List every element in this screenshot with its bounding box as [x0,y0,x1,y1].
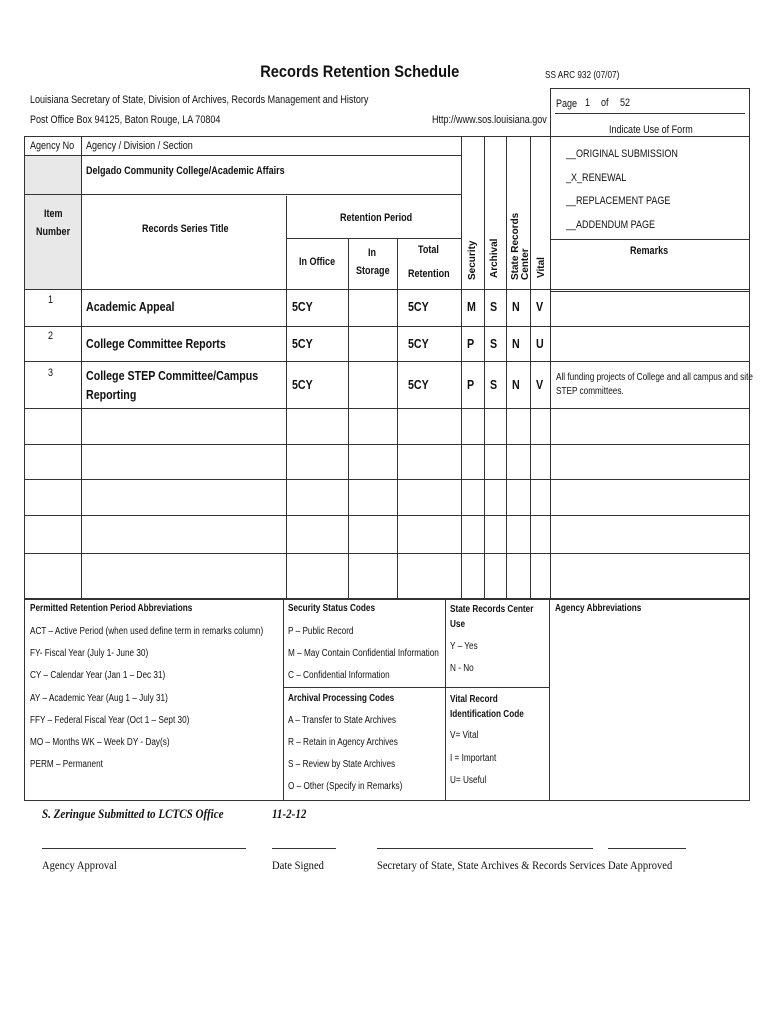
total-header-2: Retention [408,268,450,280]
state-records-header-2: Center [520,248,531,280]
retention-period-header: Retention Period [340,212,413,224]
archival-code-item: O – Other (Specify in Remarks) [288,781,403,792]
retention-abbrev-item: FFY – Federal Fiscal Year (Oct 1 – Sept 30) [30,715,190,726]
row-total: 5CY [408,299,429,314]
archival-code-item: R – Retain in Agency Archives [288,737,398,748]
page-label: Page [556,98,578,110]
form-use-title: Indicate Use of Form [609,124,693,136]
src-use-title-1: State Records Center [450,604,534,615]
agency-no-label: Agency No [30,140,75,152]
security-code-item: C – Confidential Information [288,670,390,681]
src-use-title-2: Use [450,619,466,630]
option-replacement[interactable]: __REPLACEMENT PAGE [566,195,671,207]
retention-abbrev-item: PERM – Permanent [30,759,103,770]
row-src: N [512,299,520,314]
row-item-number: 2 [48,330,54,342]
row-vital: V [536,377,544,392]
archival-header: Archival [489,238,500,278]
row-in-office: 5CY [292,336,313,351]
state-records-header-1: State Records [510,212,521,280]
row-archival: S [490,377,498,392]
vital-code-item: U= Useful [450,775,487,786]
row-src: N [512,336,520,351]
page-of: of [601,97,609,109]
agency-name: Delgado Community College/Academic Affairs [86,165,285,177]
row-archival: S [490,336,498,351]
row-total: 5CY [408,377,429,392]
row-series-title: College Committee Reports [86,336,226,351]
row-src: N [512,377,520,392]
vital-code-title-1: Vital Record [450,694,498,705]
row-remarks-cont: STEP committees. [556,386,624,397]
row-vital: V [536,299,544,314]
retention-abbrev-item: FY- Fiscal Year (July 1- June 30) [30,648,149,659]
row-remarks: All funding projects of College and all campus and site [556,372,753,383]
agency-approval-label: Agency Approval [42,858,117,872]
total-header-1: Total [418,244,439,256]
agency-address-line1: Louisiana Secretary of State, Division of Archives, Records Management and History [30,94,369,106]
remarks-header: Remarks [630,245,669,257]
archival-code-item: S – Review by State Archives [288,759,396,770]
retention-abbrev-item: MO – Months WK – Week DY - Day(s) [30,737,170,748]
vital-code-item: I = Important [450,753,497,764]
date-signed-label: Date Signed [272,858,324,872]
archival-code-item: A – Transfer to State Archives [288,715,397,726]
date-approved-label: Date Approved [608,858,673,872]
form-number: SS ARC 932 (07/07) [545,70,620,81]
row-archival: S [490,299,498,314]
page-total: 52 [620,97,631,109]
vital-code-title-2: Identification Code [450,709,524,720]
row-in-office: 5CY [292,377,313,392]
row-series-title: College STEP Committee/Campus [86,368,259,383]
security-code-item: M – May Contain Confidential Information [288,648,439,659]
row-item-number: 1 [48,294,54,306]
option-original[interactable]: __ORIGINAL SUBMISSION [566,148,678,160]
row-security: M [467,299,476,314]
src-use-item: N - No [450,663,474,674]
series-title-header: Records Series Title [142,223,229,235]
row-total: 5CY [408,336,429,351]
src-use-item: Y – Yes [450,641,478,652]
security-header: Security [467,240,478,280]
item-number-header-1: Item [44,208,63,220]
item-number-header-2: Number [36,226,71,238]
row-series-title-cont: Reporting [86,387,137,402]
form-title: Records Retention Schedule [260,62,460,81]
vital-header: Vital [536,257,547,278]
archival-codes-title: Archival Processing Codes [288,693,395,704]
retention-abbrev-title: Permitted Retention Period Abbreviations [30,603,193,614]
date-signed-value: 11-2-12 [272,806,307,821]
vital-code-item: V= Vital [450,730,479,741]
row-series-title: Academic Appeal [86,299,175,314]
retention-abbrev-item: AY – Academic Year (Aug 1 – July 31) [30,693,168,704]
security-codes-title: Security Status Codes [288,603,376,614]
row-security: P [467,336,475,351]
retention-abbrev-item: CY – Calendar Year (Jan 1 – Dec 31) [30,670,166,681]
in-office-header: In Office [299,256,336,268]
row-item-number: 3 [48,367,54,379]
row-security: P [467,377,475,392]
option-addendum[interactable]: __ADDENDUM PAGE [566,219,656,231]
retention-abbrev-item: ACT – Active Period (when used define term in remarks column) [30,626,264,637]
security-code-item: P – Public Record [288,626,354,637]
in-storage-header-1: In [368,247,377,259]
in-storage-header-2: Storage [356,265,390,277]
option-renewal[interactable]: _X_RENEWAL [566,172,627,184]
row-in-office: 5CY [292,299,313,314]
agency-abbrev-title: Agency Abbreviations [555,603,642,614]
row-vital: U [536,336,544,351]
secretary-label: Secretary of State, State Archives & Records Services [377,858,606,872]
agency-division-label: Agency / Division / Section [86,140,193,152]
agency-address-line2: Post Office Box 94125, Baton Rouge, LA 70804 [30,114,221,126]
page-current: 1 [585,97,591,109]
website-link[interactable]: Http://www.sos.louisiana.gov [432,114,547,126]
submitted-by: S. Zeringue Submitted to LCTCS Office [42,806,224,821]
